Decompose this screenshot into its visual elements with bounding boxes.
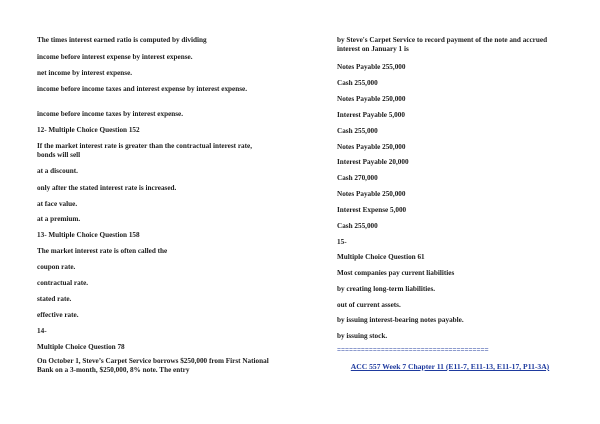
question-text: The times interest earned ratio is computed by dividing: [37, 36, 207, 44]
answer-option: by issuing interest-bearing notes payable.: [337, 316, 464, 324]
answer-option: coupon rate.: [37, 263, 76, 271]
journal-entry-line: Notes Payable 250,000: [337, 143, 406, 151]
answer-option: only after the stated interest rate is increased.: [37, 184, 177, 192]
answer-option: income before income taxes by interest expense.: [37, 110, 184, 118]
answer-option: contractual rate.: [37, 279, 89, 287]
question-text: On October 1, Steve’s Carpet Service borrows $250,000 from First National Bank on a 3-month, $250,000, 8% note. The entry: [37, 357, 269, 374]
answer-option: net income by interest expense.: [37, 69, 133, 77]
answer-option: at face value.: [37, 200, 78, 208]
journal-entry-line: Interest Payable 5,000: [337, 111, 405, 119]
journal-entry-line: Interest Payable 20,000: [337, 158, 409, 166]
journal-entry-line: Cash 255,000: [337, 222, 378, 230]
journal-entry-line: Notes Payable 250,000: [337, 190, 406, 198]
question-heading: 13- Multiple Choice Question 158: [37, 231, 140, 239]
answer-option: by issuing stock.: [337, 332, 388, 340]
question-number: 14-: [37, 327, 47, 335]
question-number: 15-: [337, 238, 347, 246]
journal-entry-line: Notes Payable 255,000: [337, 63, 406, 71]
answer-option: stated rate.: [37, 295, 72, 303]
answer-option: income before interest expense by interest expense.: [37, 53, 193, 61]
answer-option: by creating long-term liabilities.: [337, 285, 436, 293]
question-text: Most companies pay current liabilities: [337, 269, 455, 277]
question-heading: Multiple Choice Question 78: [37, 343, 125, 351]
journal-entry-line: Cash 255,000: [337, 79, 378, 87]
question-text: The market interest rate is often called the: [37, 247, 168, 255]
answer-option: effective rate.: [37, 311, 79, 319]
question-text: by Steve's Carpet Service to record payment of the note and accrued interest on January 1 is: [337, 36, 548, 53]
question-text: If the market interest rate is greater than the contractual interest rate, bonds will sell: [37, 142, 253, 159]
answer-option: at a discount.: [37, 167, 78, 175]
journal-entry-line: Interest Expense 5,000: [337, 206, 407, 214]
separator-line: ======================================: [337, 346, 489, 354]
answer-option: income before income taxes and interest expense by interest expense.: [37, 85, 248, 93]
question-heading: 12- Multiple Choice Question 152: [37, 126, 140, 134]
journal-entry-line: Cash 255,000: [337, 127, 378, 135]
answer-option: at a premium.: [37, 215, 81, 223]
chapter-link[interactable]: ACC 557 Week 7 Chapter 11 (E11-7, E11-13, E11-17, P11-3A): [350, 362, 550, 371]
journal-entry-line: Cash 270,000: [337, 174, 378, 182]
journal-entry-line: Notes Payable 250,000: [337, 95, 406, 103]
answer-option: out of current assets.: [337, 301, 401, 309]
question-heading: Multiple Choice Question 61: [337, 253, 425, 261]
